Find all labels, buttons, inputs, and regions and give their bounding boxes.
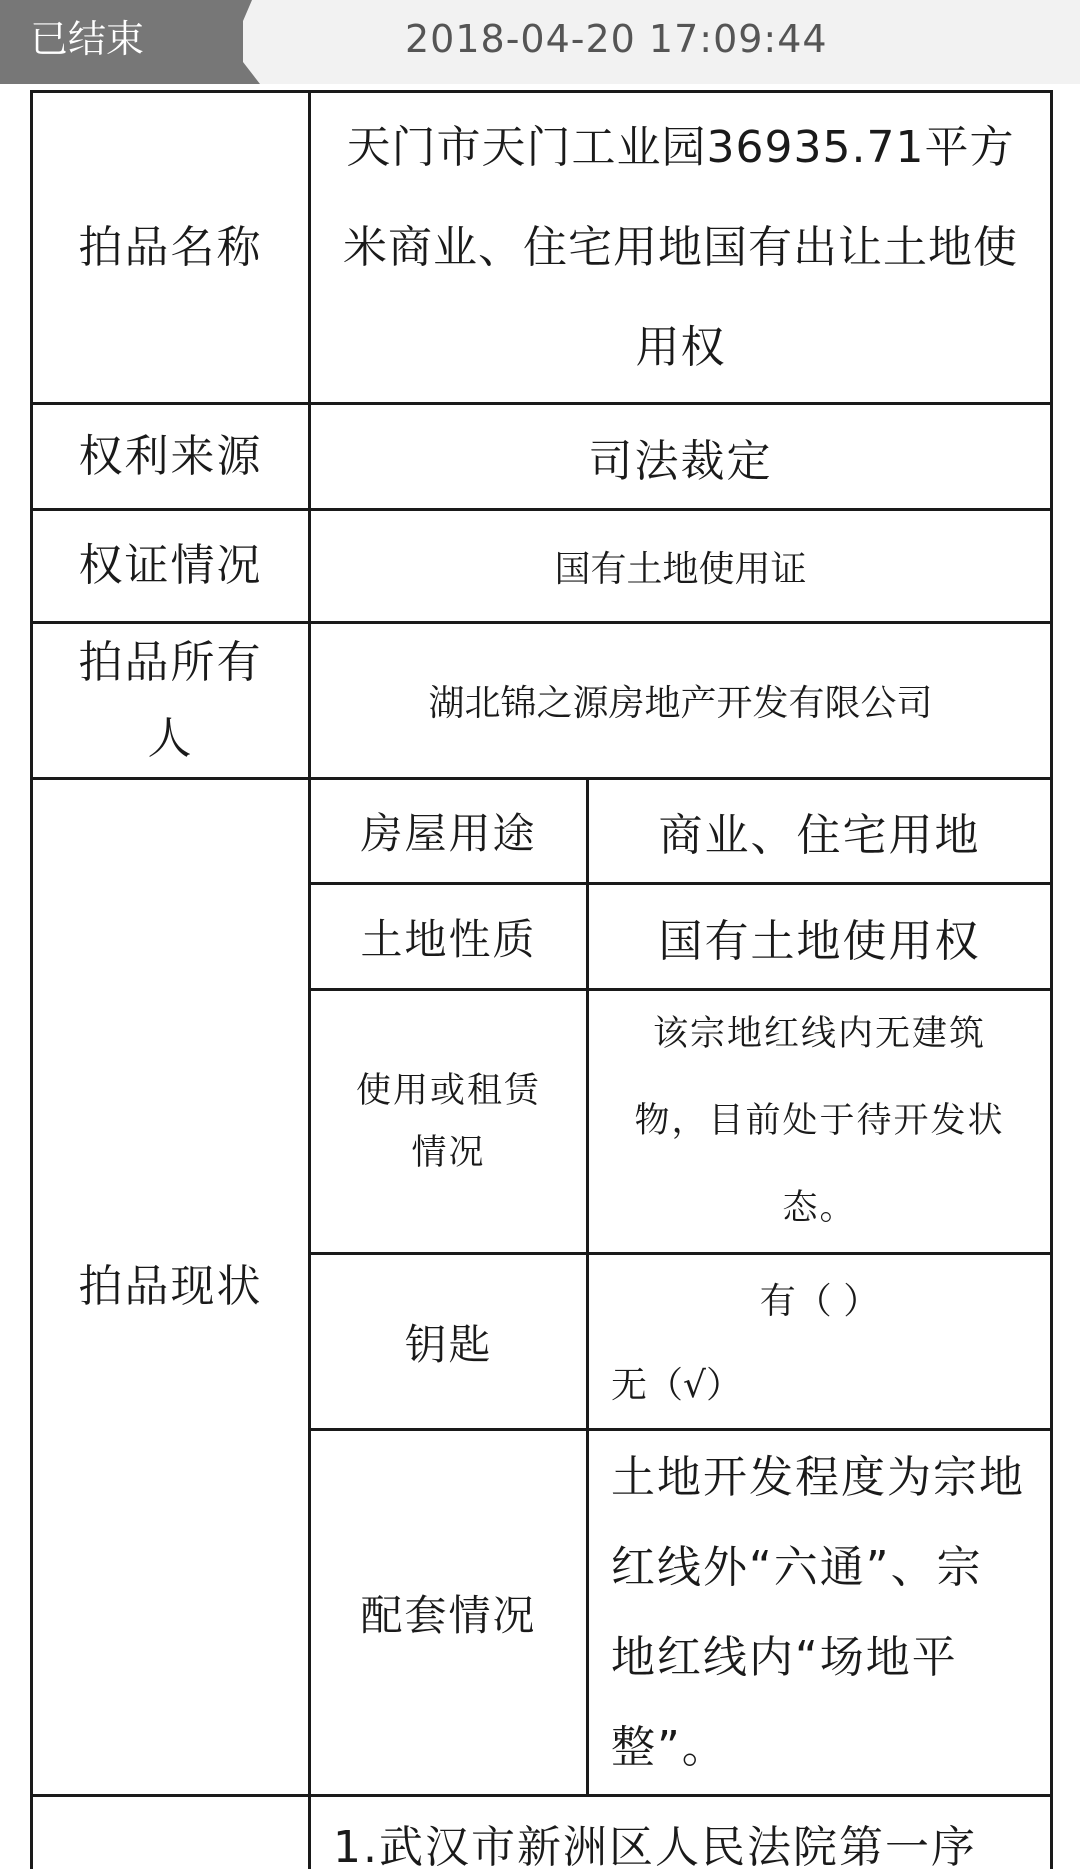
status-label: 已结束 xyxy=(30,17,145,61)
auction-info-table xyxy=(30,90,1053,1869)
table-row-owner xyxy=(32,623,1052,779)
usage-value: 商业、住宅用地 xyxy=(588,779,1052,884)
certificate-value: 国有土地使用证 xyxy=(310,510,1052,623)
lease-value: 该宗地红线内无建筑物，目前处于待开发状态。 xyxy=(588,990,1052,1254)
end-timestamp: 2018-04-20 17:09:44 xyxy=(405,17,828,61)
usage-label: 房屋用途 xyxy=(310,779,588,884)
table-row-right-source xyxy=(32,404,1052,510)
item-status-label: 拍品现状 xyxy=(32,779,310,1796)
owner-label: 拍品所有人 xyxy=(32,623,310,779)
table-row-notes xyxy=(32,1796,1052,1869)
keys-yes-option: 有（ ） xyxy=(759,1280,880,1322)
right-source-label: 权利来源 xyxy=(32,404,310,510)
keys-value xyxy=(588,1254,1052,1430)
item-name-value: 天门市天门工业园36935.71平方米商业、住宅用地国有出让土地使用权 xyxy=(310,92,1052,404)
table-row-usage xyxy=(32,779,1052,884)
land-nature-label: 土地性质 xyxy=(310,884,588,990)
item-name-label: 拍品名称 xyxy=(32,92,310,404)
auction-info-table-wrapper xyxy=(30,90,1050,1869)
facilities-value: 土地开发程度为宗地红线外“六通”、宗地红线内“场地平整”。 xyxy=(588,1430,1052,1796)
top-bar xyxy=(0,0,1080,84)
right-source-value: 司法裁定 xyxy=(310,404,1052,510)
notes-label xyxy=(32,1796,310,1869)
facilities-label: 配套情况 xyxy=(310,1430,588,1796)
certificate-label: 权证情况 xyxy=(32,510,310,623)
keys-no-option: 无（√） xyxy=(611,1364,742,1406)
table-row-item-name xyxy=(32,92,1052,404)
land-nature-value: 国有土地使用权 xyxy=(588,884,1052,990)
lease-label: 使用或租赁情况 xyxy=(310,990,588,1254)
table-row-certificate xyxy=(32,510,1052,623)
owner-value: 湖北锦之源房地产开发有限公司 xyxy=(310,623,1052,779)
notes-value: 1.武汉市新洲区人民法院第一序 xyxy=(310,1796,1052,1869)
keys-label: 钥匙 xyxy=(310,1254,588,1430)
